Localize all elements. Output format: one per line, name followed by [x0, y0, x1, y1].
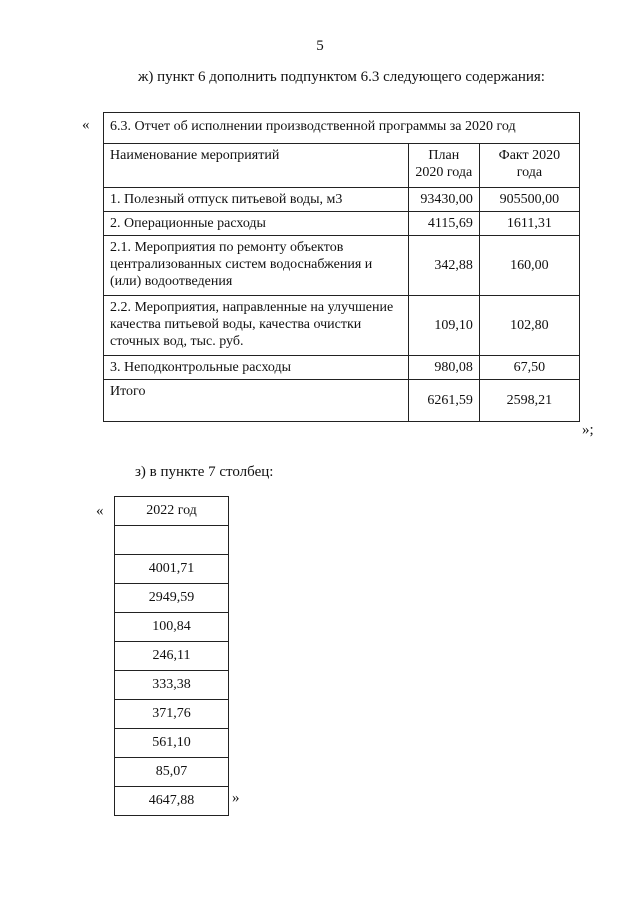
table-row	[115, 787, 229, 816]
row-plan: 6261,59	[408, 380, 479, 422]
page-number: 5	[316, 38, 324, 54]
table-row	[115, 671, 229, 700]
column-cell: 100,84	[115, 613, 229, 642]
table-row	[104, 296, 580, 356]
production-program-report-table	[103, 112, 580, 422]
table-row	[115, 729, 229, 758]
column-cell: 4647,88	[115, 787, 229, 816]
row-name: 2. Операционные расходы	[104, 212, 409, 236]
column-header: 2022 год	[115, 497, 229, 526]
row-fact: 67,50	[479, 356, 579, 380]
row-plan: 342,88	[408, 236, 479, 296]
row-name: 3. Неподконтрольные расходы	[104, 356, 409, 380]
table-row	[104, 236, 580, 296]
column-cell: 561,10	[115, 729, 229, 758]
table-row	[115, 700, 229, 729]
column-cell: 4001,71	[115, 555, 229, 584]
column-cell: 333,38	[115, 671, 229, 700]
table-title-cell	[104, 113, 580, 144]
column-cell: 85,07	[115, 758, 229, 787]
row-name: 1. Полезный отпуск питьевой воды, м3	[104, 188, 409, 212]
column-cell: 2949,59	[115, 584, 229, 613]
closing-quote-column: »	[232, 790, 240, 806]
row-name: 2.1. Мероприятия по ремонту объектов централизованных систем водоснабжения и (или) водоотведения	[104, 236, 409, 296]
table-header-row	[104, 144, 580, 188]
closing-quote-report: »;	[582, 422, 594, 438]
column-header-row	[115, 497, 229, 526]
table-row	[115, 642, 229, 671]
table-row	[115, 613, 229, 642]
table-row	[104, 212, 580, 236]
row-plan: 4115,69	[408, 212, 479, 236]
row-plan: 93430,00	[408, 188, 479, 212]
table-row	[104, 356, 580, 380]
table-title: 6.3. Отчет об исполнении производственной программы за 2020 год	[110, 119, 516, 134]
table-row	[115, 758, 229, 787]
header-plan: План 2020 года	[408, 144, 479, 188]
row-fact: 102,80	[479, 296, 579, 356]
row-name: 2.2. Мероприятия, направленные на улучшение качества питьевой воды, качества очистки сточных вод, тыс. руб.	[104, 296, 409, 356]
opening-quote-column: «	[96, 503, 104, 519]
year-2022-column-table	[114, 496, 229, 816]
column-cell: 246,11	[115, 642, 229, 671]
row-plan: 980,08	[408, 356, 479, 380]
column-cell	[115, 526, 229, 555]
row-fact: 905500,00	[479, 188, 579, 212]
header-fact: Факт 2020 года	[479, 144, 579, 188]
amendment-item-zh: ж) пункт 6 дополнить подпунктом 6.3 следующего содержания:	[138, 69, 545, 85]
table-row	[115, 555, 229, 584]
opening-quote: «	[82, 117, 90, 133]
row-name: Итого	[104, 380, 409, 422]
table-row	[104, 188, 580, 212]
row-plan: 109,10	[408, 296, 479, 356]
row-fact: 2598,21	[479, 380, 579, 422]
table-row	[115, 526, 229, 555]
row-fact: 160,00	[479, 236, 579, 296]
amendment-item-z: з) в пункте 7 столбец:	[135, 464, 274, 480]
header-name: Наименование мероприятий	[104, 144, 409, 188]
table-row	[115, 584, 229, 613]
column-cell: 371,76	[115, 700, 229, 729]
table-row-total	[104, 380, 580, 422]
row-fact: 1611,31	[479, 212, 579, 236]
table-title-row	[104, 113, 580, 144]
